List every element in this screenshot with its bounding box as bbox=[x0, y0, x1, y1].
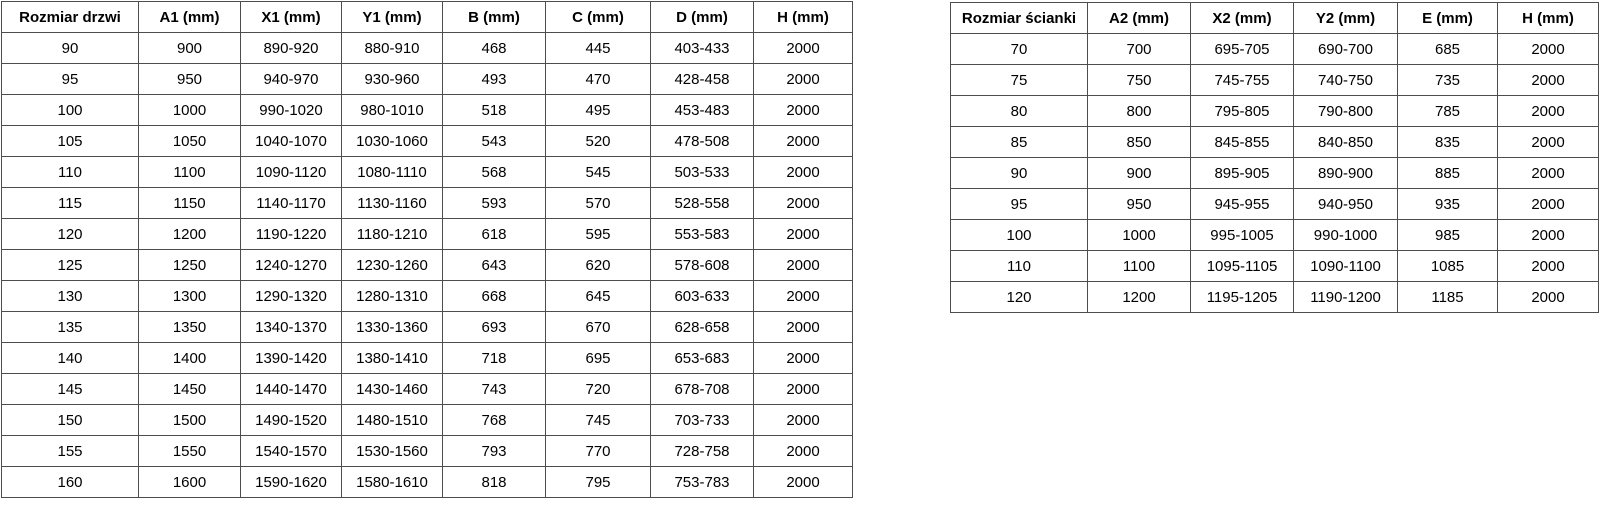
table-cell: 135 bbox=[2, 312, 139, 343]
table-cell: 75 bbox=[951, 65, 1088, 96]
table-cell: 110 bbox=[951, 251, 1088, 282]
table-cell: 553-583 bbox=[651, 219, 754, 250]
table-cell: 795-805 bbox=[1191, 96, 1294, 127]
table-cell: 645 bbox=[546, 281, 651, 312]
table-cell: 1600 bbox=[139, 467, 241, 498]
table-cell: 1095-1105 bbox=[1191, 251, 1294, 282]
table-cell: 618 bbox=[443, 219, 546, 250]
table-cell: 653-683 bbox=[651, 343, 754, 374]
table-cell: 100 bbox=[2, 95, 139, 126]
table-cell: 1190-1200 bbox=[1294, 282, 1398, 313]
table-row bbox=[2, 343, 853, 374]
table-cell: 2000 bbox=[1498, 220, 1599, 251]
table-cell: 1530-1560 bbox=[342, 436, 443, 467]
table-cell: 543 bbox=[443, 126, 546, 157]
table-cell: 745-755 bbox=[1191, 65, 1294, 96]
table-cell: 695-705 bbox=[1191, 34, 1294, 65]
table-cell: 690-700 bbox=[1294, 34, 1398, 65]
table-cell: 1100 bbox=[139, 157, 241, 188]
table-cell: 140 bbox=[2, 343, 139, 374]
table-row bbox=[2, 219, 853, 250]
table-row bbox=[951, 34, 1599, 65]
table-cell: 990-1020 bbox=[241, 95, 342, 126]
table-cell: 2000 bbox=[1498, 127, 1599, 158]
table-cell: 768 bbox=[443, 405, 546, 436]
table-cell: 1180-1210 bbox=[342, 219, 443, 250]
table-cell: 728-758 bbox=[651, 436, 754, 467]
table-cell: 1300 bbox=[139, 281, 241, 312]
table-cell: 785 bbox=[1398, 96, 1498, 127]
table-cell: 840-850 bbox=[1294, 127, 1398, 158]
table-cell: 2000 bbox=[1498, 282, 1599, 313]
table-row bbox=[951, 96, 1599, 127]
table-cell: 800 bbox=[1088, 96, 1191, 127]
table-cell: 900 bbox=[1088, 158, 1191, 189]
table-cell: 95 bbox=[951, 189, 1088, 220]
column-header: X2 (mm) bbox=[1191, 3, 1294, 34]
table-cell: 735 bbox=[1398, 65, 1498, 96]
table-cell: 2000 bbox=[1498, 65, 1599, 96]
table-cell: 1280-1310 bbox=[342, 281, 443, 312]
table-cell: 85 bbox=[951, 127, 1088, 158]
table-cell: 753-783 bbox=[651, 467, 754, 498]
column-header: Y1 (mm) bbox=[342, 2, 443, 33]
table-cell: 795 bbox=[546, 467, 651, 498]
table-cell: 1140-1170 bbox=[241, 188, 342, 219]
table-cell: 1195-1205 bbox=[1191, 282, 1294, 313]
table-row bbox=[951, 189, 1599, 220]
table-cell: 2000 bbox=[754, 219, 853, 250]
table-cell: 1100 bbox=[1088, 251, 1191, 282]
table-cell: 2000 bbox=[1498, 34, 1599, 65]
table-cell: 70 bbox=[951, 34, 1088, 65]
table-cell: 2000 bbox=[754, 188, 853, 219]
table-cell: 818 bbox=[443, 467, 546, 498]
table-row bbox=[951, 282, 1599, 313]
table-cell: 2000 bbox=[1498, 251, 1599, 282]
table-row bbox=[951, 251, 1599, 282]
table-cell: 595 bbox=[546, 219, 651, 250]
table-row bbox=[2, 95, 853, 126]
table-row bbox=[2, 374, 853, 405]
table-row bbox=[2, 405, 853, 436]
table-cell: 2000 bbox=[1498, 158, 1599, 189]
table-cell: 628-658 bbox=[651, 312, 754, 343]
table-cell: 835 bbox=[1398, 127, 1498, 158]
table-row bbox=[2, 467, 853, 498]
table-cell: 125 bbox=[2, 250, 139, 281]
table-cell: 150 bbox=[2, 405, 139, 436]
table-cell: 568 bbox=[443, 157, 546, 188]
table-cell: 80 bbox=[951, 96, 1088, 127]
table-cell: 603-633 bbox=[651, 281, 754, 312]
table-row bbox=[951, 127, 1599, 158]
table-cell: 718 bbox=[443, 343, 546, 374]
table-cell: 885 bbox=[1398, 158, 1498, 189]
table-cell: 2000 bbox=[754, 312, 853, 343]
table-cell: 643 bbox=[443, 250, 546, 281]
table-cell: 110 bbox=[2, 157, 139, 188]
table-cell: 940-950 bbox=[1294, 189, 1398, 220]
table-cell: 1450 bbox=[139, 374, 241, 405]
table-cell: 428-458 bbox=[651, 64, 754, 95]
table-cell: 720 bbox=[546, 374, 651, 405]
table-cell: 520 bbox=[546, 126, 651, 157]
table-cell: 1500 bbox=[139, 405, 241, 436]
table-cell: 1440-1470 bbox=[241, 374, 342, 405]
table-cell: 1085 bbox=[1398, 251, 1498, 282]
table-cell: 1290-1320 bbox=[241, 281, 342, 312]
table-cell: 493 bbox=[443, 64, 546, 95]
table-cell: 1340-1370 bbox=[241, 312, 342, 343]
table-cell: 2000 bbox=[754, 281, 853, 312]
table-cell: 1490-1520 bbox=[241, 405, 342, 436]
table-cell: 470 bbox=[546, 64, 651, 95]
table-cell: 685 bbox=[1398, 34, 1498, 65]
table-cell: 1250 bbox=[139, 250, 241, 281]
table-cell: 105 bbox=[2, 126, 139, 157]
table-cell: 1480-1510 bbox=[342, 405, 443, 436]
table-cell: 90 bbox=[2, 33, 139, 64]
table-cell: 468 bbox=[443, 33, 546, 64]
table-cell: 95 bbox=[2, 64, 139, 95]
table-cell: 90 bbox=[951, 158, 1088, 189]
table-cell: 895-905 bbox=[1191, 158, 1294, 189]
table-cell: 578-608 bbox=[651, 250, 754, 281]
table-cell: 1190-1220 bbox=[241, 219, 342, 250]
table-cell: 1000 bbox=[1088, 220, 1191, 251]
table-cell: 670 bbox=[546, 312, 651, 343]
table-cell: 1030-1060 bbox=[342, 126, 443, 157]
table-cell: 570 bbox=[546, 188, 651, 219]
table-cell: 1150 bbox=[139, 188, 241, 219]
table-cell: 593 bbox=[443, 188, 546, 219]
table-cell: 850 bbox=[1088, 127, 1191, 158]
table-cell: 620 bbox=[546, 250, 651, 281]
table-cell: 495 bbox=[546, 95, 651, 126]
table-row bbox=[951, 65, 1599, 96]
table-cell: 1200 bbox=[139, 219, 241, 250]
table-cell: 528-558 bbox=[651, 188, 754, 219]
table-cell: 950 bbox=[139, 64, 241, 95]
table-cell: 1330-1360 bbox=[342, 312, 443, 343]
column-header: X1 (mm) bbox=[241, 2, 342, 33]
table-cell: 2000 bbox=[1498, 96, 1599, 127]
table-cell: 668 bbox=[443, 281, 546, 312]
wall-size-table bbox=[950, 2, 1599, 313]
table-cell: 2000 bbox=[1498, 189, 1599, 220]
table-cell: 503-533 bbox=[651, 157, 754, 188]
column-header: A2 (mm) bbox=[1088, 3, 1191, 34]
table-cell: 945-955 bbox=[1191, 189, 1294, 220]
column-header: H (mm) bbox=[754, 2, 853, 33]
table-cell: 120 bbox=[2, 219, 139, 250]
table-cell: 1230-1260 bbox=[342, 250, 443, 281]
table-row bbox=[2, 126, 853, 157]
table-cell: 703-733 bbox=[651, 405, 754, 436]
table-row bbox=[2, 312, 853, 343]
table-cell: 478-508 bbox=[651, 126, 754, 157]
table-cell: 980-1010 bbox=[342, 95, 443, 126]
door-size-table bbox=[1, 1, 853, 498]
table-cell: 1580-1610 bbox=[342, 467, 443, 498]
table-cell: 518 bbox=[443, 95, 546, 126]
table-row bbox=[2, 281, 853, 312]
table-cell: 2000 bbox=[754, 95, 853, 126]
table-cell: 2000 bbox=[754, 374, 853, 405]
table-cell: 990-1000 bbox=[1294, 220, 1398, 251]
table-cell: 678-708 bbox=[651, 374, 754, 405]
table-cell: 115 bbox=[2, 188, 139, 219]
column-header: B (mm) bbox=[443, 2, 546, 33]
table-cell: 985 bbox=[1398, 220, 1498, 251]
table-cell: 950 bbox=[1088, 189, 1191, 220]
column-header: E (mm) bbox=[1398, 3, 1498, 34]
table-cell: 745 bbox=[546, 405, 651, 436]
table-cell: 995-1005 bbox=[1191, 220, 1294, 251]
table-row bbox=[951, 220, 1599, 251]
table-cell: 740-750 bbox=[1294, 65, 1398, 96]
table-cell: 1380-1410 bbox=[342, 343, 443, 374]
table-row bbox=[2, 188, 853, 219]
table-cell: 1240-1270 bbox=[241, 250, 342, 281]
table-cell: 1080-1110 bbox=[342, 157, 443, 188]
table-cell: 1090-1100 bbox=[1294, 251, 1398, 282]
table-cell: 890-920 bbox=[241, 33, 342, 64]
table-cell: 1050 bbox=[139, 126, 241, 157]
table-cell: 120 bbox=[951, 282, 1088, 313]
table-cell: 900 bbox=[139, 33, 241, 64]
table-cell: 1390-1420 bbox=[241, 343, 342, 374]
table-cell: 1090-1120 bbox=[241, 157, 342, 188]
column-header: H (mm) bbox=[1498, 3, 1599, 34]
table-cell: 935 bbox=[1398, 189, 1498, 220]
table-cell: 130 bbox=[2, 281, 139, 312]
column-header: A1 (mm) bbox=[139, 2, 241, 33]
table-cell: 155 bbox=[2, 436, 139, 467]
table-cell: 2000 bbox=[754, 126, 853, 157]
table-cell: 445 bbox=[546, 33, 651, 64]
table-row bbox=[2, 436, 853, 467]
table-row bbox=[2, 33, 853, 64]
table-cell: 770 bbox=[546, 436, 651, 467]
table-cell: 2000 bbox=[754, 33, 853, 64]
table-cell: 845-855 bbox=[1191, 127, 1294, 158]
table-cell: 2000 bbox=[754, 467, 853, 498]
table-cell: 2000 bbox=[754, 64, 853, 95]
table-cell: 743 bbox=[443, 374, 546, 405]
table-cell: 695 bbox=[546, 343, 651, 374]
table-cell: 1430-1460 bbox=[342, 374, 443, 405]
column-header: Rozmiar drzwi bbox=[2, 2, 139, 33]
table-cell: 930-960 bbox=[342, 64, 443, 95]
table-cell: 2000 bbox=[754, 405, 853, 436]
table-cell: 1350 bbox=[139, 312, 241, 343]
table-cell: 2000 bbox=[754, 157, 853, 188]
table-cell: 453-483 bbox=[651, 95, 754, 126]
table-cell: 750 bbox=[1088, 65, 1191, 96]
table-cell: 2000 bbox=[754, 436, 853, 467]
table-cell: 2000 bbox=[754, 343, 853, 374]
table-row bbox=[951, 158, 1599, 189]
table-cell: 693 bbox=[443, 312, 546, 343]
table-cell: 1040-1070 bbox=[241, 126, 342, 157]
column-header: Y2 (mm) bbox=[1294, 3, 1398, 34]
header-row bbox=[2, 2, 853, 33]
table-cell: 940-970 bbox=[241, 64, 342, 95]
table-cell: 1550 bbox=[139, 436, 241, 467]
table-cell: 1130-1160 bbox=[342, 188, 443, 219]
table-cell: 790-800 bbox=[1294, 96, 1398, 127]
table-cell: 1590-1620 bbox=[241, 467, 342, 498]
table-cell: 1185 bbox=[1398, 282, 1498, 313]
table-cell: 2000 bbox=[754, 250, 853, 281]
table-row bbox=[2, 157, 853, 188]
table-cell: 880-910 bbox=[342, 33, 443, 64]
table-cell: 100 bbox=[951, 220, 1088, 251]
table-cell: 890-900 bbox=[1294, 158, 1398, 189]
column-header: C (mm) bbox=[546, 2, 651, 33]
table-cell: 1400 bbox=[139, 343, 241, 374]
table-row bbox=[2, 250, 853, 281]
table-cell: 793 bbox=[443, 436, 546, 467]
table-cell: 1540-1570 bbox=[241, 436, 342, 467]
header-row bbox=[951, 3, 1599, 34]
column-header: Rozmiar ścianki bbox=[951, 3, 1088, 34]
table-row bbox=[2, 64, 853, 95]
table-cell: 145 bbox=[2, 374, 139, 405]
table-cell: 1000 bbox=[139, 95, 241, 126]
table-cell: 700 bbox=[1088, 34, 1191, 65]
column-header: D (mm) bbox=[651, 2, 754, 33]
table-cell: 403-433 bbox=[651, 33, 754, 64]
table-cell: 1200 bbox=[1088, 282, 1191, 313]
table-cell: 545 bbox=[546, 157, 651, 188]
table-cell: 160 bbox=[2, 467, 139, 498]
